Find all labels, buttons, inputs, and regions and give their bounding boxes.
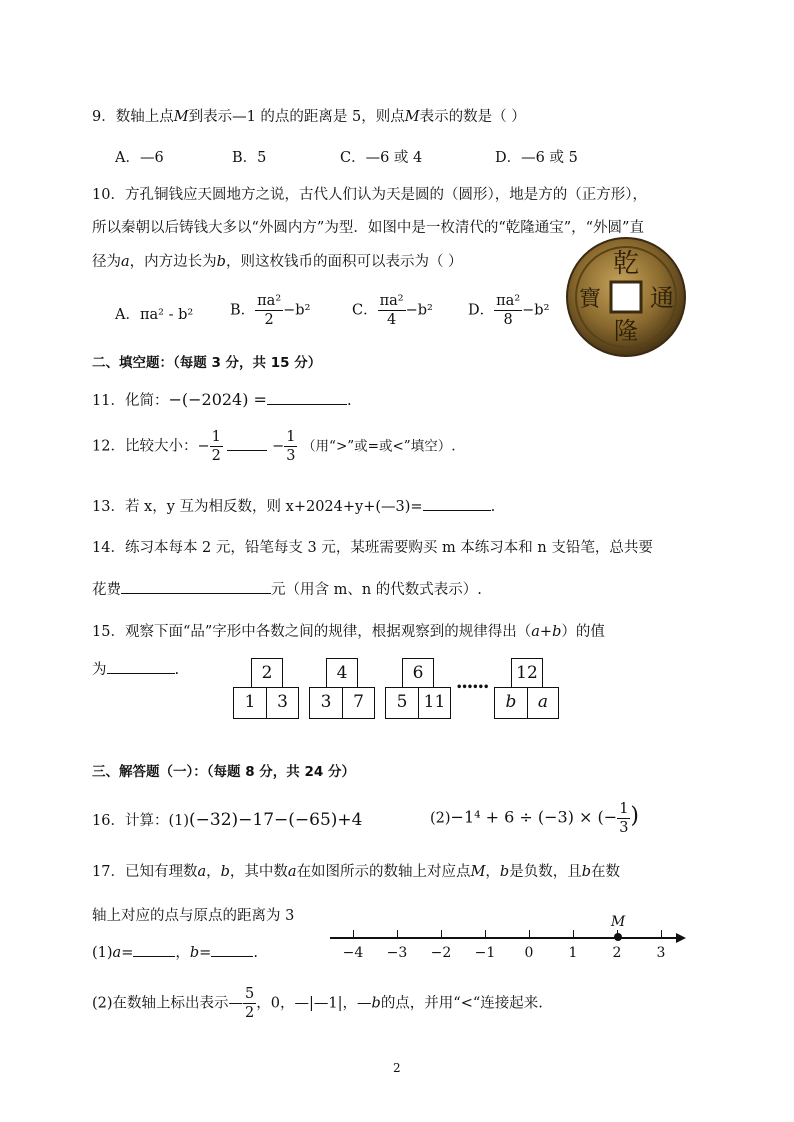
q9-option-d[interactable]: D．—6 或 5 [495,150,578,166]
q15-box-right: 3 [266,687,299,719]
number-line-tick [661,930,662,938]
number-line-tick [397,930,398,938]
coin-char-top: 乾 [612,249,640,279]
point-m [614,933,622,941]
coin-image [565,236,687,358]
q17-a-blank[interactable] [133,956,175,957]
q10-option-b[interactable]: B． $\frac{\text{πa²}}{2}$ −b² [230,293,311,328]
coin-char-right: 通 [650,284,674,312]
number-line-tick-label: −4 [342,945,364,961]
q15-box-left: 5 [385,687,419,719]
q14-line1: 14．练习本每本 2 元，铅笔每支 3 元，某班需要购买 m 本练习本和 n 支铅笔，总共要 [92,540,653,556]
number-line-tick [353,930,354,938]
number-line-tick-label: −3 [386,945,408,961]
number-line-tick [485,930,486,938]
q17-part1: (1)a= ，b= . [92,945,258,961]
q15-box-top: 2 [251,658,283,688]
q15-line1: 15．观察下面“品”字形中各数之间的规律，根据观察到的规律得出（a+b）的值 [92,624,605,640]
section-2-heading: 二、填空题：（每题 3 分，共 15 分） [92,355,322,371]
q10-option-a[interactable]: A．πa² - b² [115,307,194,323]
number-line-tick-label: −2 [430,945,452,961]
q10-line2: 所以秦朝以后铸钱大多以“外圆内方”为型．如图中是一枚清代的“乾隆通宝”，“外圆”直 [92,220,644,236]
q11-answer-blank[interactable] [267,404,347,405]
number-line-tick [441,930,442,938]
q15-answer-blank[interactable] [107,673,175,674]
q12: 12．比较大小：− $\frac{1}{2}$ − $\frac{1}{3}$ （用“>”或=或<”填空）. [92,429,456,464]
number-line-tick [573,930,574,938]
q17-part2: (2)在数轴上标出表示— $\frac{5}{2}$ ，0，—|—1|，—b的点，并用“<“连接起来. [92,986,543,1021]
q10-line1: 10．方孔铜钱应天圆地方之说，古代人们认为天是圆的（圆形），地是方的（正方形）， [92,187,647,203]
q9-option-b[interactable]: B．5 [232,150,267,166]
number-line-tick-label: −1 [474,945,496,961]
q13-answer-blank[interactable] [423,510,491,511]
q15-box-left: 1 [233,687,267,719]
q15-box-left: b [494,687,528,719]
point-m-label: M [610,914,626,930]
q10-line3: 径为a，内方边长为b，则这枚钱币的面积可以表示为（ ） [92,254,463,270]
number-line-tick-label: 0 [524,945,534,961]
q17-line2: 轴上对应的点与原点的距离为 3 [92,908,295,924]
q11: 11．化简：−(−2024) = . [92,390,352,409]
q15-ellipsis: •••••• [456,682,489,693]
coin-char-bottom: 隆 [614,317,638,345]
q15-box-left: 3 [309,687,343,719]
number-line-axis [330,937,680,939]
q13: 13．若 x，y 互为相反数，则 x+2024+y+(—3)= . [92,499,496,515]
q15-box-top: 4 [326,658,358,688]
q15-box-right: 7 [342,687,375,719]
q15-box-right: 11 [418,687,451,719]
number-line-tick [529,930,530,938]
coin-char-left: 寶 [578,287,602,312]
q17-b-blank[interactable] [211,956,253,957]
q9-option-c[interactable]: C．—6 或 4 [340,150,423,166]
q16-part1: 16．计算：(1)(−32)−17−(−65)+4 [92,810,363,830]
q15-box-right: a [527,687,559,719]
q15-box-top: 6 [402,658,434,688]
q16-part2: (2)−1⁴ + 6 ÷ (−3) × (− $\frac{1}{3}$ ) [430,801,640,836]
q14-answer-blank[interactable] [121,593,271,594]
q9-option-a[interactable]: A．—6 [115,150,164,166]
q17-line1: 17．已知有理数a，b，其中数a在如图所示的数轴上对应点M，b是负数，且b在数 [92,864,621,880]
q14-line2: 花费 元（用含 m、n 的代数式表示）. [92,582,482,598]
q12-answer-blank[interactable] [227,450,267,451]
number-line-tick-label: 1 [568,945,578,961]
q15-line2: 为 . [92,662,180,678]
section-3-heading: 三、解答题（一）：（每题 8 分，共 24 分） [92,764,355,780]
number-line-tick-label: 3 [656,945,666,961]
number-line-tick-label: 2 [612,945,622,961]
number-line-arrow [676,933,686,943]
q10-option-d[interactable]: D． $\frac{\text{πa²}}{8}$ −b² [468,293,550,328]
q15-box-top: 12 [511,658,543,688]
page-number: 2 [393,1061,401,1075]
q9-stem: 9．数轴上点M到表示—1 的点的距离是 5，则点M表示的数是（ ） [92,109,526,125]
q10-option-c[interactable]: C． $\frac{\text{πa²}}{4}$ −b² [352,293,433,328]
